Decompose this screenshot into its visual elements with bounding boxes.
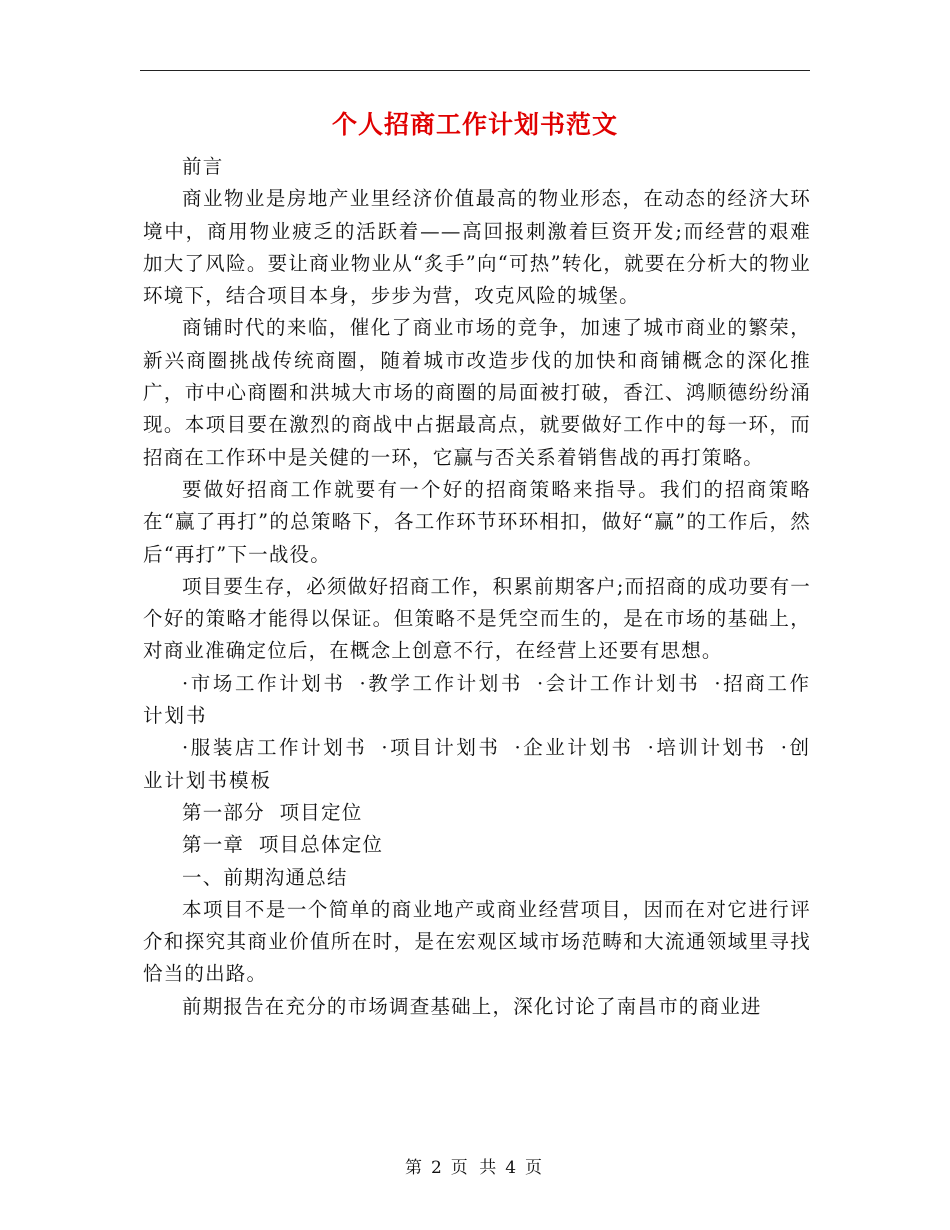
link-clothing-store-plan[interactable]: ·服装店工作计划书 — [182, 736, 368, 760]
footer-prefix: 第 — [404, 1158, 425, 1178]
document-title: 个人招商工作计划书范文 — [331, 110, 618, 139]
header-rule — [140, 70, 810, 71]
related-links — [143, 668, 811, 797]
link-project-plan[interactable]: ·项目计划书 — [381, 736, 501, 760]
subsection-heading: 一、前期沟通总结 — [182, 865, 348, 889]
link-accounting-plan[interactable]: ·会计工作计划书 — [536, 671, 701, 695]
paragraph: 前期报告在充分的市场调查基础上，深化讨论了南昌市的商业进 — [182, 994, 762, 1018]
link-market-plan[interactable]: ·市场工作计划书 — [182, 671, 346, 695]
footer-middle: 页 共 — [450, 1158, 500, 1178]
document-body — [143, 151, 811, 1023]
related-links-line-1 — [143, 668, 811, 733]
footer-total-pages: 4 — [505, 1158, 520, 1178]
paragraph-preface: 前言 — [182, 155, 224, 178]
paragraph: 商铺时代的来临，催化了商业市场的竞争，加速了城市商业的繁荣，新兴商圈挑战传统商圈，随着城市改造步伐的加快和商铺概念的深化推广，市中心商圈和洪城大市场的商圈的局面被打破，香江、鸿顺德纷纷涌现。本项目要在激烈的商战中占据最高点，就要做好工作中的每一环，而招商在工作环中是关健的一环，它赢与否关系着销售战的再打策略。 — [143, 316, 811, 469]
link-training-plan[interactable]: ·培训计划书 — [647, 736, 767, 760]
paragraph: 本项目不是一个简单的商业地产或商业经营项目，因而在对它进行评介和探究其商业价值所在时，是在宏观区域市场范畴和大流通领域里寻找恰当的出路。 — [143, 897, 811, 986]
paragraph: 要做好招商工作就要有一个好的招商策略来指导。我们的招商策略在“赢了再打”的总策略下，各工作环节环环相扣，做好“赢”的工作后，然后“再打”下一战役。 — [143, 477, 811, 566]
section-heading: 第一部分 项目定位 — [182, 800, 363, 824]
link-investment-plan[interactable]: ·招商工作计划书 — [143, 671, 811, 728]
link-startup-plan-template[interactable]: ·创业计划书模板 — [143, 736, 811, 792]
chapter-heading: 第一章 项目总体定位 — [182, 833, 384, 857]
paragraph: 项目要生存，必须做好招商工作，积累前期客户;而招商的成功要有一个好的策略才能得以保证。但策略不是凭空而生的，是在市场的基础上，对商业准确定位后，在概念上创意不行，在经营上还要有思想。 — [143, 574, 811, 663]
paragraph: 商业物业是房地产业里经济价值最高的物业形态，在动态的经济大环境中，商用物业疲乏的活跃着——高回报刺激着巨资开发;而经营的艰难加大了风险。要让商业物业从“炙手”向“可热”转化，就要在分析大的物业环境下，结合项目本身，步步为营，攻克风险的城堡。 — [143, 187, 811, 308]
related-links-line-2 — [143, 732, 811, 797]
footer-page-number: 2 — [430, 1158, 445, 1178]
link-enterprise-plan[interactable]: ·企业计划书 — [514, 736, 634, 760]
link-teaching-plan[interactable]: ·教学工作计划书 — [359, 671, 523, 695]
page-footer — [0, 1153, 950, 1178]
footer-suffix: 页 — [525, 1158, 546, 1178]
